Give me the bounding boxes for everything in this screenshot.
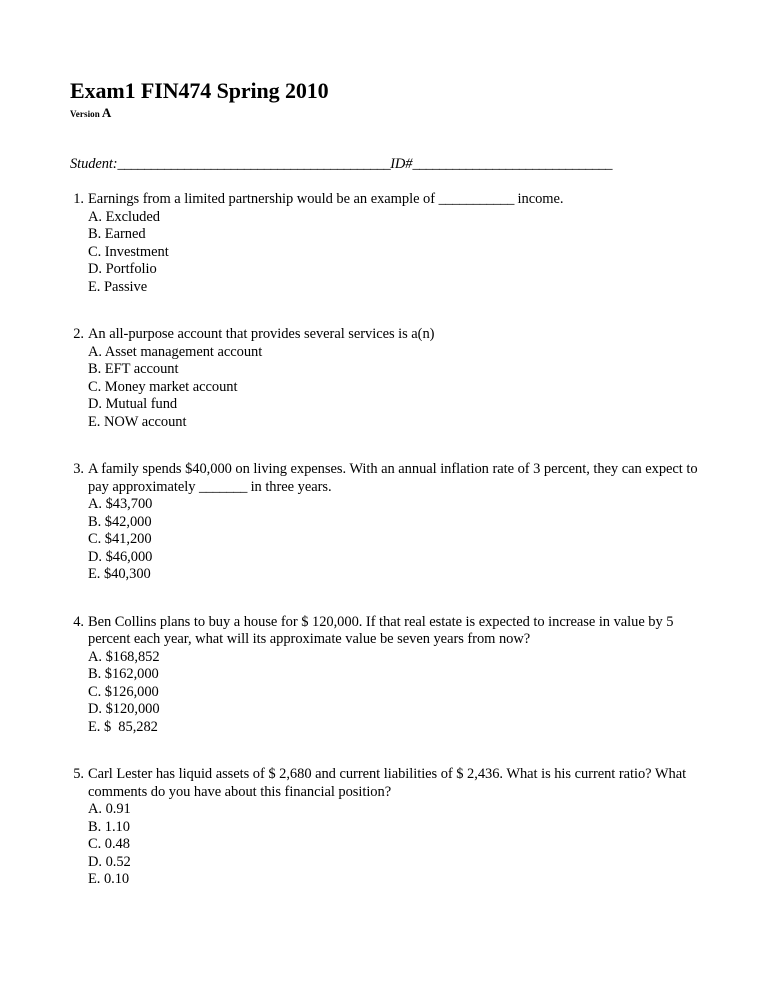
answer-blank[interactable]: ___________ (438, 191, 514, 207)
question-stem (70, 461, 710, 496)
student-name-fill-rule[interactable]: _________________________________________ (117, 156, 391, 172)
option-c[interactable]: C. Money market account (88, 378, 238, 395)
option-a[interactable]: A. Asset management account (88, 343, 263, 360)
question-list (70, 191, 710, 889)
question-stem (70, 614, 710, 649)
question-number: 2. (73, 326, 84, 342)
option-b[interactable]: B. $42,000 (88, 513, 152, 530)
question-item (70, 766, 710, 889)
question-text: An all-purpose account that provides several services is a(n) (88, 326, 435, 342)
option-a[interactable]: A. $168,852 (88, 648, 160, 665)
question-item (70, 461, 710, 584)
option-list (70, 344, 710, 432)
question-text: A family spends $40,000 on living expenses. With an annual inflation rate of 3 percent, they can expect to pay approximately (88, 461, 698, 495)
question-text-tail: income. (517, 191, 564, 207)
option-list (70, 209, 710, 297)
version-line (70, 106, 710, 121)
question-item (70, 326, 710, 431)
page-title: Exam1 FIN474 Spring 2010 (70, 78, 329, 103)
option-e[interactable]: E. 0.10 (88, 871, 130, 887)
option-d[interactable]: D. $120,000 (88, 701, 160, 717)
question-text-tail: in three years. (250, 478, 332, 495)
student-id-line (70, 155, 710, 173)
answer-blank[interactable]: _______ (199, 478, 247, 495)
option-d[interactable]: D. Portfolio (88, 261, 157, 277)
option-e[interactable]: E. NOW account (88, 413, 187, 430)
page-content (70, 78, 710, 889)
option-e[interactable]: E. $40,300 (88, 566, 151, 582)
option-list (70, 801, 710, 889)
student-label: Student: (70, 156, 118, 172)
option-c[interactable]: C. $126,000 (88, 683, 159, 700)
option-a[interactable]: A. $43,700 (88, 496, 153, 512)
option-a[interactable]: A. Excluded (88, 208, 160, 225)
question-item (70, 614, 710, 737)
option-list (70, 496, 710, 584)
option-c[interactable]: C. 0.48 (88, 836, 130, 852)
option-d[interactable]: D. $46,000 (88, 548, 153, 565)
question-text: Carl Lester has liquid assets of $ 2,680 and current liabilities of $ 2,436. What is his current ratio? What comments do you have about this financial position? (88, 766, 687, 800)
option-e[interactable]: E. Passive (88, 278, 148, 295)
id-number-fill-rule[interactable]: ______________________________ (412, 156, 612, 172)
question-number: 5. (73, 766, 84, 782)
option-c[interactable]: C. $41,200 (88, 531, 152, 547)
version-value: A (101, 105, 112, 120)
question-number: 4. (73, 613, 84, 630)
version-label: Version (70, 109, 100, 119)
option-c[interactable]: C. Investment (88, 243, 169, 260)
option-d[interactable]: D. Mutual fund (88, 396, 178, 412)
question-number: 1. (73, 191, 84, 207)
question-stem (70, 191, 710, 209)
question-item (70, 191, 710, 296)
option-a[interactable]: A. 0.91 (88, 801, 131, 817)
question-text: Earnings from a limited partnership would be an example of (88, 191, 436, 207)
option-b[interactable]: B. EFT account (88, 361, 179, 377)
option-b[interactable]: B. Earned (88, 226, 146, 242)
id-label: ID# (390, 156, 413, 172)
option-b[interactable]: B. 1.10 (88, 818, 130, 835)
option-b[interactable]: B. $162,000 (88, 666, 159, 682)
question-number: 3. (73, 461, 84, 477)
option-list (70, 649, 710, 737)
option-e[interactable]: E. $ 85,282 (88, 718, 158, 735)
question-text: Ben Collins plans to buy a house for $ 120,000. If that real estate is expected to increase in value by 5 percent each year, what will its approximate value be seven years from now? (88, 613, 674, 647)
question-stem (70, 766, 710, 801)
question-stem (70, 326, 710, 344)
option-d[interactable]: D. 0.52 (88, 853, 131, 870)
